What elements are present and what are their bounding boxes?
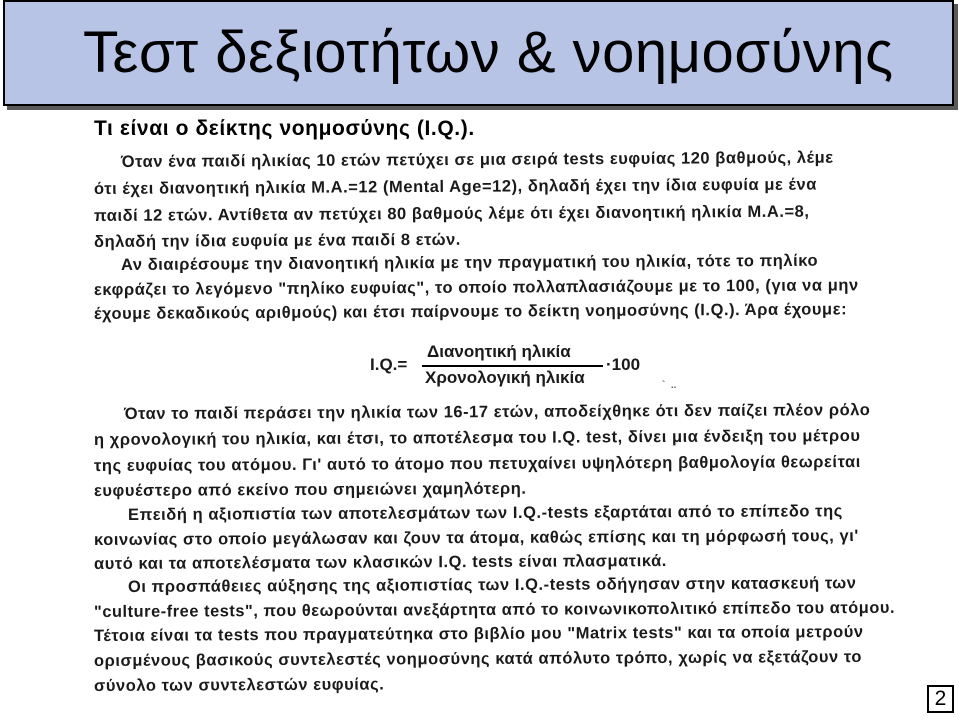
formula-multiplier: ·100 [606,355,641,374]
paragraph-line: ορισμένους βασικούς συντελεστές νοημοσύνης κατά απόλυτο τρόπο, χωρίς να εξετάζουν το [93,647,862,670]
paragraph-line: η χρονολογική του ηλικία, και έτσι, το αποτέλεσμα του I.Q. test, δίνει μια ένδειξη του μέτρου [93,426,861,449]
iq-formula [370,342,670,396]
paragraph-line: ευφυέστερο από εκείνο που σημειώνει χαμηλότερη. [93,479,527,500]
paragraph-line: κοινωνίας στο οποίο μεγάλωσαν και ζουν τα άτομα, καθώς επίσης και τη μόρφωσή τους, γι' [93,526,859,549]
paragraph-line: έχουμε δεκαδικούς αριθμούς) και έτσι παίρνουμε το δείκτη νοημοσύνης (I.Q.). Άρα έχουμε: [93,300,848,323]
paragraph-line: της ευφυίας του ατόμου. Γι' αυτό το άτομο που πετυχαίνει υψηλότερη βαθμολογία θεωρείται [93,452,861,475]
formula-numerator: Διανοητική ηλικία [427,342,571,361]
paragraph-line: Επειδή η αξιοπιστία των αποτελεσμάτων των I.Q.-tests εξαρτάται από το επίπεδο της [127,502,843,524]
formula-denominator: Χρονολογική ηλικία [425,368,585,387]
paragraph-line: Όταν το παιδί περάσει την ηλικία των 16-17 ετών, αποδείχθηκε ότι δεν παίζει πλέον ρόλο [123,401,871,423]
paragraph-line: σύνολο των συντελεστών ευφυίας. [93,675,385,695]
paragraph-line: ότι έχει διανοητική ηλικία M.A.=12 (Mental Age=12), δηλαδή έχει την ίδια ευφυία με ένα [93,175,817,198]
page-number: 2 [927,685,954,713]
scan-specks: ` .. [662,380,677,391]
paragraph-line: αυτό και τα αποτελέσματα των κλασικών I.Q. tests είναι πλασματικά. [93,552,667,573]
paragraph-line: Όταν ένα παιδί ηλικίας 10 ετών πετύχει σε μια σειρά tests ευφυίας 120 βαθμούς, λέμε [120,148,834,171]
paragraph-line: εκφράζει το λεγόμενο "πηλίκο ευφυίας", το οποίο πολλαπλασιάζουμε με το 100, (για να μην [93,276,859,299]
slide-title: Τεστ δεξιοτήτων & νοημοσύνης [83,20,894,85]
fraction-bar [422,365,603,367]
paragraph-line: Οι προσπάθειες αύξησης της αξιοπιστίας των I.Q.-tests οδήγησαν στην κατασκευή των [127,574,857,596]
document-heading: Τι είναι ο δείκτης νοημοσύνης (I.Q.). [94,117,475,140]
paragraph-line: "culture-free tests", που θεωρούνται ανεξάρτητα από το κοινωνικοπολιτικό επίπεδο του ατόμου. [93,598,896,621]
formula-lhs: I.Q.= [370,355,408,374]
paragraph-line: δηλαδή την ίδια ευφυία με ένα παιδί 8 ετών. [93,230,461,251]
paragraph-line: Αν διαιρέσουμε την διανοητική ηλικία με την πραγματική του ηλικία, τότε το πηλίκο [120,251,819,274]
paragraph-line: Τέτοια είναι τα tests που πραγματεύτηκα στο βιβλίο μου "Matrix tests" και τα οποία μετρούν [93,622,864,645]
paragraph-line: παιδί 12 ετών. Αντίθετα αν πετύχει 80 βαθμούς λέμε ότι έχει διανοητική ηλικία M.A.=8, [93,202,810,225]
